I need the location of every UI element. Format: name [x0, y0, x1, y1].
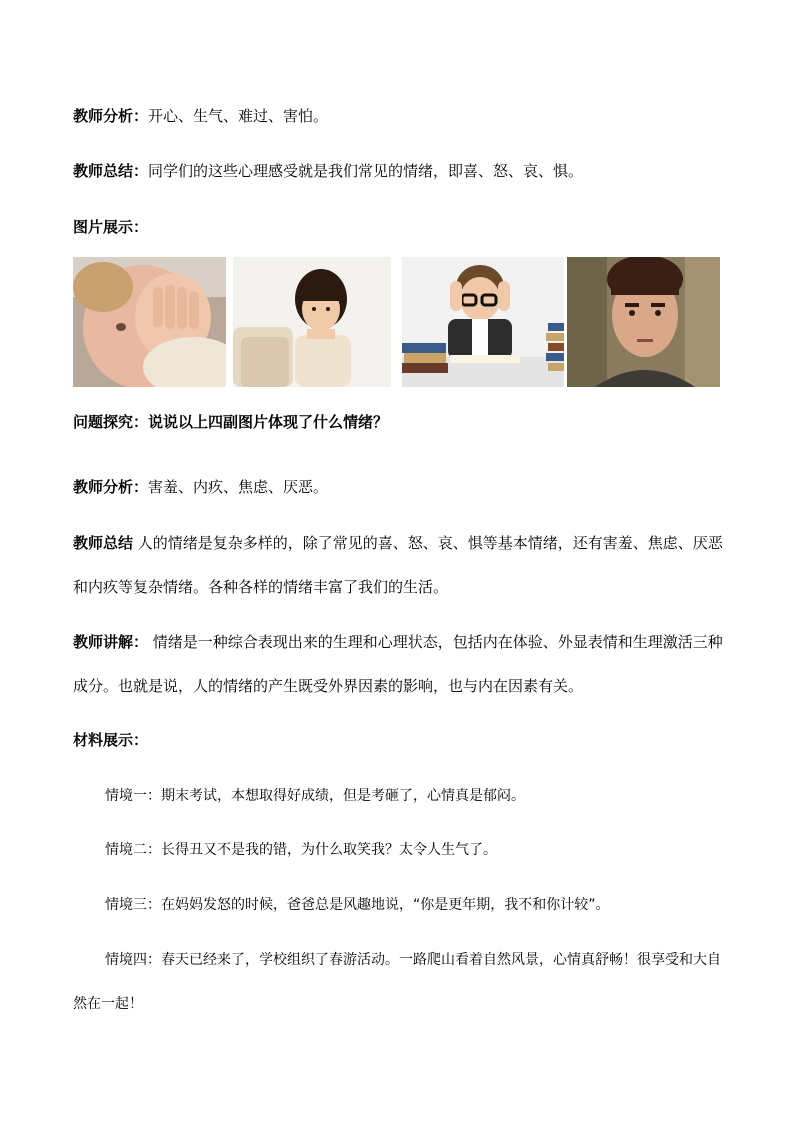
photo-anxious-boy	[402, 257, 564, 387]
teacher-summary-1: 教师总结：同学们的这些心理感受就是我们常见的情绪，即喜、怒、哀、惧。	[73, 162, 584, 180]
picture-display-heading: 图片展示：	[73, 218, 149, 236]
teacher-analysis-2: 教师分析：害羞、内疚、焦虑、厌恶。	[73, 478, 329, 496]
teacher-analysis-1: 教师分析：开心、生气、难过、害怕。	[73, 107, 329, 125]
teacher-explanation: 教师讲解： 情绪是一种综合表现出来的生理和心理状态，包括内在体验、外显表情和生理激活三种成分。也就是说，人的情绪的产生既受外界因素的影响，也与内在因素有关。	[73, 633, 723, 695]
scenario-2: 情境二：长得丑又不是我的错，为什么取笑我？太令人生气了。	[105, 842, 497, 858]
photo-shy-child	[73, 257, 226, 387]
question-exploration: 问题探究：说说以上四副图片体现了什么情绪？	[73, 413, 389, 431]
photo-guilty-girl	[233, 257, 391, 387]
scenario-4: 情境四：春天已经来了，学校组织了春游活动。一路爬山看着自然风景，心情真舒畅！很享受和大自然在一起！	[73, 952, 721, 1012]
material-display-heading: 材料展示：	[73, 731, 149, 749]
photo-disgusted-boy	[567, 257, 720, 387]
scenario-1: 情境一：期末考试，本想取得好成绩，但是考砸了，心情真是郁闷。	[105, 788, 525, 804]
teacher-summary-2: 教师总结 人的情绪是复杂多样的，除了常见的喜、怒、哀、惧等基本情绪，还有害羞、焦虑、厌恶和内疚等复杂情绪。各种各样的情绪丰富了我们的生活。	[73, 534, 723, 596]
scenario-3: 情境三：在妈妈发怒的时候，爸爸总是风趣地说，“你是更年期，我不和你计较”。	[105, 897, 610, 913]
